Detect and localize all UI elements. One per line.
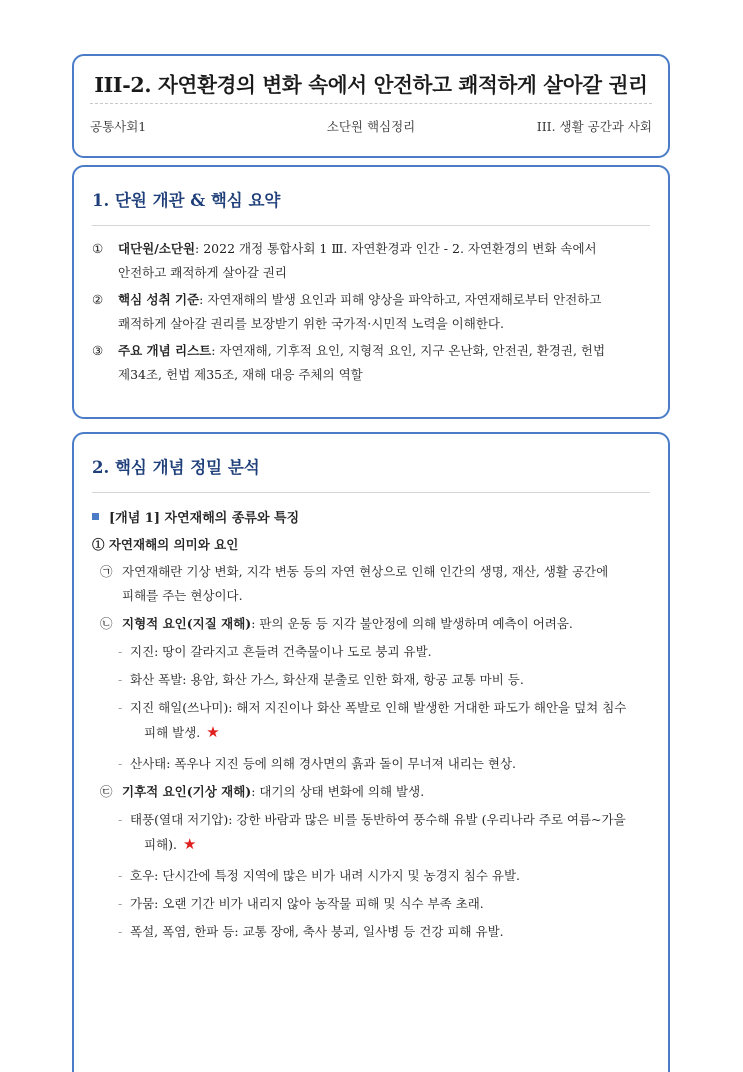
bullet-text: 호우: 단시간에 특정 지역에 많은 비가 내려 시가지 및 농경지 침수 유발. (130, 868, 520, 883)
item-text-continued: 쾌적하게 살아갈 권리를 보장받기 위한 국가적·시민적 노력을 이해한다. (118, 316, 504, 331)
section-title: 1. 단원 개관 & 핵심 요약 (92, 191, 281, 210)
star-icon: ★ (183, 835, 197, 853)
item-marker: ㉡ (100, 616, 113, 631)
bullet-item (118, 808, 652, 857)
dash-marker: - (118, 812, 123, 827)
item-label: 핵심 성취 기준 (118, 292, 200, 307)
concept-heading (92, 507, 299, 526)
bullet-item (118, 640, 652, 664)
concept-title: [개념 1] 자연재해의 종류와 특징 (109, 511, 300, 526)
dash-marker: - (118, 672, 123, 687)
dash-marker: - (118, 644, 123, 659)
item-marker: ① (92, 241, 104, 256)
chapter-label: III. 생활 공간과 사회 (536, 119, 652, 134)
geologic-factor-item (100, 612, 652, 636)
item-text: : 2022 개정 통합사회 1 Ⅲ. 자연환경과 인간 - 2. 자연환경의 변화 속에서 (195, 241, 597, 256)
item-text-continued: 피해를 주는 현상이다. (122, 588, 243, 603)
bullet-text: 지진 해일(쓰나미): 해저 지진이나 화산 폭발로 인해 발생한 거대한 파도가 해안을 덮쳐 침수 (130, 700, 627, 715)
document-title: III-2. 자연환경의 변화 속에서 안전하고 쾌적하게 살아갈 권리 (94, 73, 648, 97)
bullet-item (118, 892, 652, 916)
overview-item (92, 288, 650, 336)
bullet-item (118, 668, 652, 692)
bullet-text: 폭설, 폭염, 한파 등: 교통 장애, 축사 붕괴, 일사병 등 건강 피해 유발. (130, 924, 504, 939)
item-text-continued: 안전하고 쾌적하게 살아갈 권리 (118, 265, 287, 280)
bullet-text-continued: 피해 발생. (144, 725, 201, 740)
item-text: : 대기의 상태 변화에 의해 발생. (251, 784, 425, 799)
item-text: : 자연재해의 발생 요인과 피해 양상을 파악하고, 자연재해로부터 안전하고 (199, 292, 602, 307)
climatic-factor-item (100, 780, 652, 804)
definition-item (100, 560, 652, 608)
document-type-label: 소단원 핵심정리 (326, 119, 416, 134)
section-title: 2. 핵심 개념 정밀 분석 (92, 458, 260, 477)
dash-marker: - (118, 700, 123, 715)
analysis-section (72, 432, 670, 1072)
dash-marker: - (118, 924, 123, 939)
title-divider (90, 103, 652, 104)
item-text-continued: 제34조, 헌법 제35조, 재해 대응 주체의 역할 (118, 367, 363, 382)
item-label: 기후적 요인(기상 재해) (122, 784, 252, 799)
bullet-text: 화산 폭발: 용암, 화산 가스, 화산재 분출로 인한 화재, 항공 교통 마비 등. (130, 672, 524, 687)
dash-marker: - (118, 756, 123, 771)
bullet-item (118, 752, 652, 776)
dash-marker: - (118, 868, 123, 883)
item-marker: ② (92, 292, 104, 307)
item-marker: ③ (92, 343, 104, 358)
overview-section (72, 165, 670, 419)
overview-item (92, 237, 650, 285)
bullet-item (118, 696, 652, 745)
item-label: 지형적 요인(지질 재해) (122, 616, 252, 631)
subject-label: 공통사회1 (90, 119, 147, 134)
bullet-text: 산사태: 폭우나 지진 등에 의해 경사면의 흙과 돌이 무너져 내리는 현상. (130, 756, 517, 771)
overview-item (92, 339, 650, 387)
header-box (72, 54, 670, 158)
section-divider (92, 225, 650, 226)
sub-heading: ① 자연재해의 의미와 요인 (92, 537, 239, 552)
square-bullet-icon (92, 513, 99, 520)
bullet-item (118, 920, 652, 944)
bullet-text: 가뭄: 오랜 기간 비가 내리지 않아 농작물 피해 및 식수 부족 초래. (130, 896, 484, 911)
bullet-text-continued: 피해). (144, 837, 178, 852)
item-text: : 판의 운동 등 지각 불안정에 의해 발생하며 예측이 어려움. (251, 616, 573, 631)
item-label: 대단원/소단원 (118, 241, 196, 256)
star-icon: ★ (206, 723, 220, 741)
item-marker: ㉠ (100, 564, 113, 579)
bullet-item (118, 864, 652, 888)
bullet-text: 태풍(열대 저기압): 강한 바람과 많은 비를 동반하여 풍수해 유발 (우리나라 주로 여름~가을 (130, 812, 626, 827)
bullet-text: 지진: 땅이 갈라지고 흔들려 건축물이나 도로 붕괴 유발. (130, 644, 432, 659)
item-marker: ㉢ (100, 784, 113, 799)
item-label: 주요 개념 리스트 (118, 343, 212, 358)
item-text: : 자연재해, 기후적 요인, 지형적 요인, 지구 온난화, 안전권, 환경권, 헌법 (211, 343, 606, 358)
dash-marker: - (118, 896, 123, 911)
section-divider (92, 492, 650, 493)
item-text: 자연재해란 기상 변화, 지각 변동 등의 자연 현상으로 인해 인간의 생명, 재산, 생활 공간에 (122, 564, 609, 579)
